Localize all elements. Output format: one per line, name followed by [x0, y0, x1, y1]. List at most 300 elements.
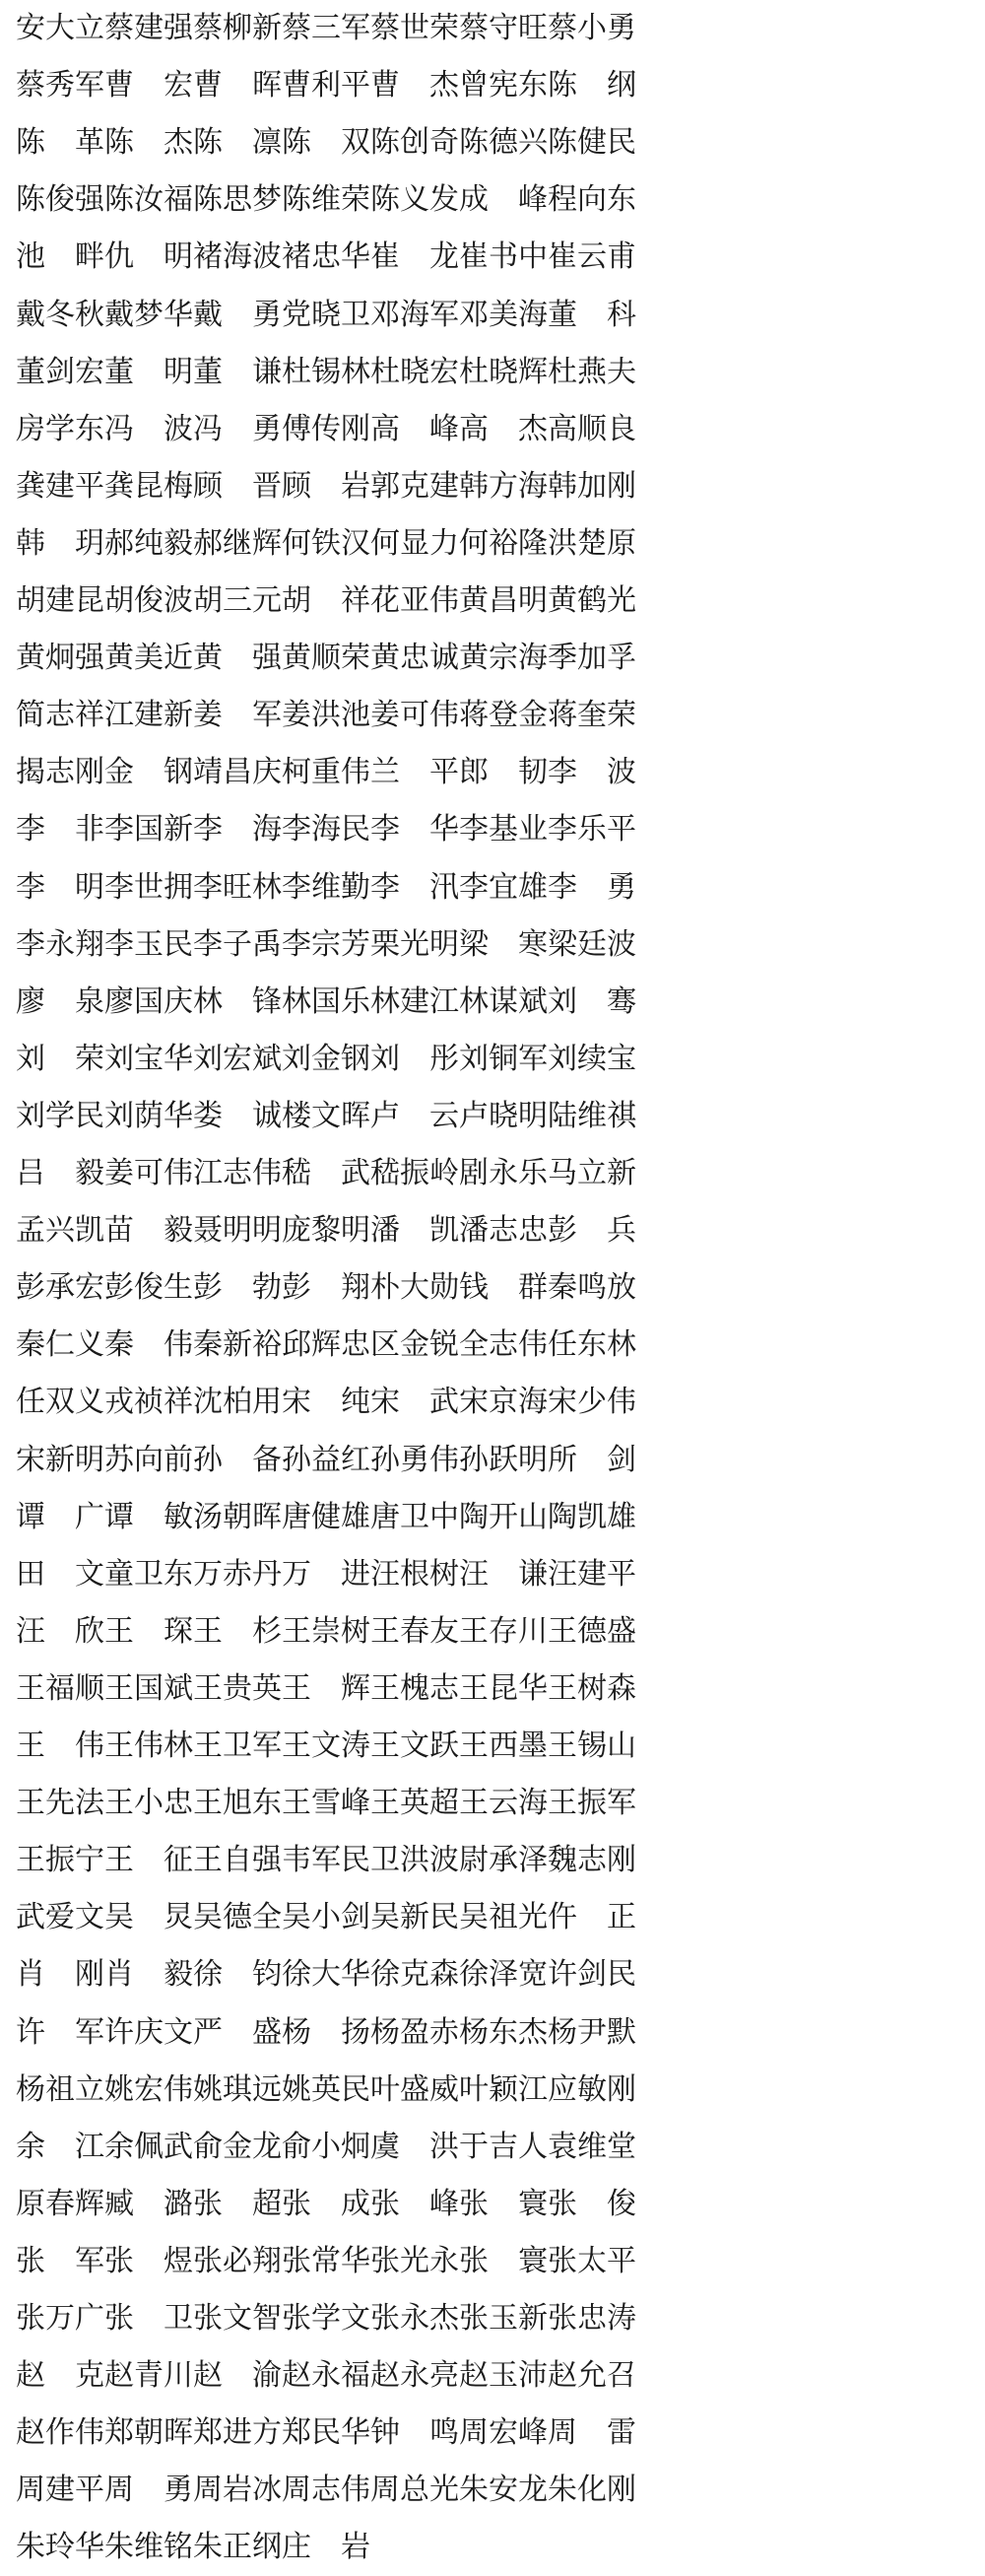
name-cell: 揭 志 刚: [16, 755, 104, 790]
name-cell: 陈 杰: [104, 125, 193, 161]
name-cell: 姚 琪 远: [193, 2071, 282, 2107]
name-cell: 周 雷: [548, 2415, 636, 2451]
name-cell: 李 明: [16, 869, 104, 905]
name-cell: 董 谦: [193, 354, 282, 389]
name-cell: 徐 克 森: [370, 1957, 459, 1993]
name-cell: 苗 毅: [104, 1213, 193, 1249]
name-cell: 李 子 禹: [193, 926, 282, 962]
name-row: [0, 2519, 985, 2576]
name-cell: 梁 廷 波: [548, 926, 636, 962]
name-cell: 叶 颖 江: [459, 2071, 548, 2107]
name-cell: 汪 根 树: [370, 1556, 459, 1592]
name-cell: 池 畔: [16, 239, 104, 275]
name-row: [0, 344, 985, 401]
name-cell: 谭 广: [16, 1499, 104, 1534]
name-cell: 龚 昆 梅: [104, 468, 193, 504]
name-cell: 傅 传 刚: [282, 411, 370, 446]
name-row: [0, 630, 985, 687]
name-cell: 杨 祖 立: [16, 2071, 104, 2107]
name-cell: 俞 金 龙: [193, 2129, 282, 2164]
name-cell: 张 永 杰: [370, 2301, 459, 2336]
name-cell: 李 海: [193, 812, 282, 847]
name-cell: 王 春 友: [370, 1613, 459, 1649]
name-row: [0, 0, 985, 57]
name-row: [0, 1374, 985, 1431]
name-cell: 兰 平: [370, 755, 459, 790]
name-cell: 刘 荫 华: [104, 1098, 193, 1133]
name-cell: 卢 云: [370, 1098, 459, 1133]
name-cell: 尉 承 泽: [459, 1843, 548, 1878]
name-cell: 刘 骞: [548, 983, 636, 1019]
name-cell: 王 昆 华: [459, 1670, 548, 1706]
name-cell: 田 文: [16, 1556, 104, 1592]
name-cell: 董 科: [548, 297, 636, 332]
name-cell: 李 玉 民: [104, 926, 193, 962]
name-row: [0, 744, 985, 801]
name-cell: 褚 忠 华: [282, 239, 370, 275]
name-cell: 万 进: [282, 1556, 370, 1592]
name-cell: 李 汛: [370, 869, 459, 905]
name-cell: 苏 向 前: [104, 1442, 193, 1477]
name-row: [0, 1088, 985, 1145]
name-cell: 杜 燕 夫: [548, 354, 636, 389]
name-cell: 王 琛: [104, 1613, 193, 1649]
name-cell: 吴 祖 光: [459, 1900, 548, 1935]
name-cell: 郑 民 华: [282, 2415, 370, 2451]
name-cell: 党 晓 卫: [282, 297, 370, 332]
name-cell: 靖 昌 庆: [193, 755, 282, 790]
name-cell: 许 军: [16, 2014, 104, 2050]
name-cell: 王 辉: [282, 1670, 370, 1706]
name-cell: 唐 卫 中: [370, 1499, 459, 1534]
name-cell: 洪 楚 原: [548, 525, 636, 561]
name-cell: 叶 盛 威: [370, 2071, 459, 2107]
name-cell: 赵 永 亮: [370, 2358, 459, 2394]
name-cell: 张 太 平: [548, 2243, 636, 2278]
name-cell: 廖 泉: [16, 983, 104, 1019]
name-cell: 陈 义 发: [370, 182, 459, 218]
name-cell: 郝 纯 毅: [104, 525, 193, 561]
name-cell: 李 旺 林: [193, 869, 282, 905]
name-cell: 黄 顺 荣: [282, 641, 370, 676]
name-cell: 刘 彤: [370, 1041, 459, 1076]
name-cell: 金 钢: [104, 755, 193, 790]
name-row: [0, 2405, 985, 2462]
name-cell: 赵 作 伟: [16, 2415, 104, 2451]
name-cell: 朱 玲 华: [16, 2530, 104, 2565]
name-cell: 林 建 江: [370, 983, 459, 1019]
name-cell: 王 伟 林: [104, 1729, 193, 1763]
name-cell: 栗 光 明: [370, 926, 459, 962]
name-cell: 陈 汝 福: [104, 182, 193, 218]
name-row: [0, 1031, 985, 1088]
name-row: [0, 1946, 985, 2003]
name-cell: 简 志 祥: [16, 698, 104, 733]
name-cell: 张 学 文: [282, 2301, 370, 2336]
name-cell: 许 庆 文: [104, 2014, 193, 2050]
name-cell: 韩 加 刚: [548, 468, 636, 504]
name-cell: 余 江: [16, 2129, 104, 2164]
name-cell: 谭 敏: [104, 1499, 193, 1534]
name-cell: 林 锋: [193, 983, 282, 1019]
name-cell: 王 德 盛: [548, 1613, 636, 1649]
name-cell: 王 槐 志: [370, 1670, 459, 1706]
name-cell: 卢 晓 明: [459, 1098, 548, 1133]
name-cell: 韩 方 海: [459, 468, 548, 504]
name-cell: 王 福 顺: [16, 1670, 104, 1706]
name-row: [0, 57, 985, 114]
name-cell: 陈 德 兴: [459, 125, 548, 161]
name-cell: 张 光 永: [370, 2243, 459, 2278]
name-row: [0, 1489, 985, 1546]
name-cell: 邓 美 海: [459, 297, 548, 332]
name-cell: 柯 重 伟: [282, 755, 370, 790]
name-cell: 周 岩 冰: [193, 2473, 282, 2508]
name-cell: 楼 文 晖: [282, 1098, 370, 1133]
name-cell: 高 顺 良: [548, 411, 636, 446]
name-cell: 黄 炯 强: [16, 641, 104, 676]
name-cell: 武 爱 文: [16, 1900, 104, 1935]
name-cell: 应 敏 刚: [548, 2071, 636, 2107]
name-cell: 徐 泽 宽: [459, 1957, 548, 1993]
name-row: [0, 229, 985, 286]
name-cell: 张 常 华: [282, 2243, 370, 2278]
name-cell: 顾 晋: [193, 468, 282, 504]
name-cell: 周 宏 峰: [459, 2415, 548, 2451]
name-cell: 区 金 锐: [370, 1327, 459, 1363]
name-cell: 冯 勇: [193, 411, 282, 446]
name-cell: 戎 祯 祥: [104, 1385, 193, 1420]
name-cell: 戴 冬 秋: [16, 297, 104, 332]
name-cell: 冯 波: [104, 411, 193, 446]
name-cell: 韦 军 民: [282, 1843, 370, 1878]
name-cell: 李 宗 芳: [282, 926, 370, 962]
name-cell: 陈 俊 强: [16, 182, 104, 218]
name-cell: 姜 可 伟: [104, 1156, 193, 1190]
name-cell: 姚 宏 伟: [104, 2071, 193, 2107]
name-cell: 黄 昌 明: [459, 583, 548, 618]
name-cell: 李 波: [548, 755, 636, 790]
name-cell: 张 峰: [370, 2186, 459, 2221]
name-cell: 李 永 翔: [16, 926, 104, 962]
name-row: [0, 687, 985, 744]
name-cell: 宋 京 海: [459, 1385, 548, 1420]
name-cell: 宋 少 伟: [548, 1385, 636, 1420]
name-cell: 崔 龙: [370, 239, 459, 275]
name-cell: 杨 东 杰: [459, 2014, 548, 2050]
name-cell: 杜 晓 辉: [459, 354, 548, 389]
name-cell: 陶 凯 雄: [548, 1499, 636, 1534]
name-cell: 朱 维 铭: [104, 2530, 193, 2565]
name-cell: 李 勇: [548, 869, 636, 905]
name-cell: 陈 革: [16, 125, 104, 161]
name-cell: 蔡 秀 军: [16, 68, 104, 103]
name-cell: 王 雪 峰: [282, 1786, 370, 1821]
name-row: [0, 171, 985, 229]
name-cell: 王 文 涛: [282, 1729, 370, 1763]
name-cell: 秦 新 裕: [193, 1327, 282, 1363]
name-cell: 郭 克 建: [370, 468, 459, 504]
name-cell: 孟 兴 凯: [16, 1213, 104, 1249]
name-cell: 朴 大 勋: [370, 1270, 459, 1306]
name-cell: 林 谋 斌: [459, 983, 548, 1019]
name-row: [0, 1317, 985, 1374]
name-cell: 陈 纲: [548, 68, 636, 103]
name-cell: 曹 晖: [193, 68, 282, 103]
name-cell: 童 卫 东: [104, 1556, 193, 1592]
name-cell: 潘 志 忠: [459, 1213, 548, 1249]
name-cell: 赵 允 召: [548, 2358, 636, 2394]
name-cell: 吴 小 剑: [282, 1900, 370, 1935]
name-cell: 汪 建 平: [548, 1556, 636, 1592]
name-cell: 季 加 孚: [548, 641, 636, 676]
name-cell: 周 建 平: [16, 2473, 104, 2508]
name-cell: 王 旭 东: [193, 1786, 282, 1821]
name-cell: 庞 黎 明: [282, 1213, 370, 1249]
name-cell: 王 杉: [193, 1613, 282, 1649]
name-cell: 廖 国 庆: [104, 983, 193, 1019]
name-row: [0, 573, 985, 630]
name-cell: 吴 德 全: [193, 1900, 282, 1935]
name-cell: 王 振 宁: [16, 1843, 104, 1878]
name-cell: 王 存 川: [459, 1613, 548, 1649]
name-cell: 安 大 立: [16, 11, 104, 45]
name-cell: 彭 翔: [282, 1270, 370, 1306]
name-row: [0, 1832, 985, 1889]
name-cell: 李 华: [370, 812, 459, 847]
name-cell: 林 国 乐: [282, 983, 370, 1019]
name-cell: 秦 鸣 放: [548, 1270, 636, 1306]
name-cell: 王 西 墨: [459, 1729, 548, 1763]
name-cell: 蔡 世 荣: [370, 11, 459, 45]
name-cell: 所 剑: [548, 1442, 636, 1477]
name-cell: 陈 凛: [193, 125, 282, 161]
name-cell: 董 剑 宏: [16, 354, 104, 389]
name-cell: 孙 益 红: [282, 1442, 370, 1477]
name-row: [0, 974, 985, 1031]
name-cell: 崔 书 中: [459, 239, 548, 275]
name-cell: 刘 宏 斌: [193, 1041, 282, 1076]
name-cell: 郑 朝 晖: [104, 2415, 193, 2451]
name-cell: 赵 克: [16, 2358, 104, 2394]
name-cell: 蔡 建 强: [104, 11, 193, 45]
name-cell: 姚 英 民: [282, 2071, 370, 2107]
name-cell: 刘 金 钢: [282, 1041, 370, 1076]
name-cell: 蒋 奎 荣: [548, 698, 636, 733]
name-cell: 杨 扬: [282, 2014, 370, 2050]
name-cell: 彭 承 宏: [16, 1270, 104, 1306]
name-cell: 赵 永 福: [282, 2358, 370, 2394]
name-cell: 黄 忠 诚: [370, 641, 459, 676]
name-cell: 成 峰: [459, 182, 548, 218]
name-cell: 陶 开 山: [459, 1499, 548, 1534]
name-cell: 李 维 勤: [282, 869, 370, 905]
name-cell: 王 征: [104, 1843, 193, 1878]
name-cell: 张 成: [282, 2186, 370, 2221]
name-cell: 曹 宏: [104, 68, 193, 103]
name-cell: 吴 新 民: [370, 1900, 459, 1935]
name-cell: 江 建 新: [104, 698, 193, 733]
name-row: [0, 1259, 985, 1317]
name-row: [0, 1661, 985, 1718]
name-cell: 胡 祥: [282, 583, 370, 618]
name-cell: 蔡 柳 新: [193, 11, 282, 45]
name-cell: 任 双 义: [16, 1385, 104, 1420]
name-cell: 张 军: [16, 2243, 104, 2278]
name-cell: 陆 维 祺: [548, 1098, 636, 1133]
name-cell: 李 基 业: [459, 812, 548, 847]
name-row: [0, 1718, 985, 1775]
name-cell: 秦 仁 义: [16, 1327, 104, 1363]
name-cell: 龚 建 平: [16, 468, 104, 504]
name-cell: 杨 盈 赤: [370, 2014, 459, 2050]
name-cell: 蔡 守 旺: [459, 11, 548, 45]
name-row: [0, 1432, 985, 1489]
name-cell: 王 先 法: [16, 1786, 104, 1821]
name-cell: 仇 明: [104, 239, 193, 275]
name-cell: 高 峰: [370, 411, 459, 446]
name-row: [0, 2176, 985, 2233]
name-cell: 王 卫 军: [193, 1729, 282, 1763]
name-row: [0, 114, 985, 171]
name-cell: 彭 兵: [548, 1213, 636, 1249]
name-cell: 刘 续 宝: [548, 1041, 636, 1076]
name-row: [0, 401, 985, 458]
name-cell: 房 学 东: [16, 411, 104, 446]
name-cell: 王 自 强: [193, 1843, 282, 1878]
name-cell: 刘 铜 军: [459, 1041, 548, 1076]
name-cell: 李 世 拥: [104, 869, 193, 905]
name-cell: 张 玉 新: [459, 2301, 548, 2336]
name-cell: 刘 学 民: [16, 1098, 104, 1133]
name-cell: 沈 柏 用: [193, 1385, 282, 1420]
name-cell: 胡 俊 波: [104, 583, 193, 618]
name-cell: 徐 钧: [193, 1957, 282, 1993]
name-cell: 曾 宪 东: [459, 68, 548, 103]
name-cell: 戴 勇: [193, 297, 282, 332]
name-cell: 孙 勇 伟: [370, 1442, 459, 1477]
name-cell: 郑 进 方: [193, 2415, 282, 2451]
name-cell: 陈 思 梦: [193, 182, 282, 218]
name-cell: 张 寰: [459, 2186, 548, 2221]
name-cell: 王 伟: [16, 1729, 104, 1763]
name-cell: 刘 荣: [16, 1041, 104, 1076]
name-cell: 俞 小 炯: [282, 2129, 370, 2164]
name-cell: 江 志 伟: [193, 1156, 282, 1190]
name-row: [0, 458, 985, 515]
name-cell: 韩 玥: [16, 525, 104, 561]
name-row: [0, 1889, 985, 1946]
name-cell: 王 锡 山: [548, 1729, 636, 1763]
name-cell: 蔡 三 军: [282, 11, 370, 45]
name-cell: 王 树 森: [548, 1670, 636, 1706]
name-cell: 王 国 斌: [104, 1670, 193, 1706]
name-cell: 张 煜: [104, 2243, 193, 2278]
name-cell: 程 向 东: [548, 182, 636, 218]
name-cell: 余 佩 武: [104, 2129, 193, 2164]
name-cell: 刘 宝 华: [104, 1041, 193, 1076]
name-row: [0, 2462, 985, 2519]
name-cell: 杜 晓 宏: [370, 354, 459, 389]
name-cell: 周 总 光: [370, 2473, 459, 2508]
name-cell: 蔡 小 勇: [548, 11, 636, 45]
name-cell: 何 裕 隆: [459, 525, 548, 561]
name-cell: 杜 锡 林: [282, 354, 370, 389]
name-cell: 钱 群: [459, 1270, 548, 1306]
name-cell: 朱 安 龙: [459, 2473, 548, 2508]
name-cell: 唐 健 雄: [282, 1499, 370, 1534]
name-cell: 姜 军: [193, 698, 282, 733]
name-row: [0, 1546, 985, 1603]
name-row: [0, 1775, 985, 1832]
name-cell: 肖 刚: [16, 1957, 104, 1993]
name-cell: 黄 美 近: [104, 641, 193, 676]
name-cell: 庄 岩: [282, 2530, 370, 2565]
name-cell: 徐 大 华: [282, 1957, 370, 1993]
name-cell: 张 文 智: [193, 2301, 282, 2336]
name-cell: 仵 正: [548, 1900, 636, 1935]
name-cell: 袁 维 堂: [548, 2129, 636, 2164]
name-cell: 郝 继 辉: [193, 525, 282, 561]
name-cell: 全 志 伟: [459, 1327, 548, 1363]
name-cell: 曹 利 平: [282, 68, 370, 103]
name-cell: 赵 渝: [193, 2358, 282, 2394]
name-cell: 汪 谦: [459, 1556, 548, 1592]
name-cell: 姜 可 伟: [370, 698, 459, 733]
name-cell: 李 乐 平: [548, 812, 636, 847]
name-row: [0, 2347, 985, 2405]
name-cell: 万 赤 丹: [193, 1556, 282, 1592]
name-cell: 曹 杰: [370, 68, 459, 103]
name-cell: 许 剑 民: [548, 1957, 636, 1993]
name-cell: 张 忠 涛: [548, 2301, 636, 2336]
name-cell: 郎 韧: [459, 755, 548, 790]
name-cell: 朱 化 刚: [548, 2473, 636, 2508]
name-cell: 孙 跃 明: [459, 1442, 548, 1477]
name-cell: 姜 洪 池: [282, 698, 370, 733]
name-cell: 梁 寒: [459, 926, 548, 962]
name-cell: 周 志 伟: [282, 2473, 370, 2508]
name-cell: 李 宜 雄: [459, 869, 548, 905]
name-cell: 虞 洪: [370, 2129, 459, 2164]
name-cell: 魏 志 刚: [548, 1843, 636, 1878]
name-cell: 臧 潞: [104, 2186, 193, 2221]
name-cell: 宋 武: [370, 1385, 459, 1420]
name-cell: 宋 纯: [282, 1385, 370, 1420]
name-cell: 何 铁 汉: [282, 525, 370, 561]
name-cell: 陈 创 奇: [370, 125, 459, 161]
name-cell: 王 振 军: [548, 1786, 636, 1821]
name-cell: 张 必 翔: [193, 2243, 282, 2278]
name-cell: 陈 维 荣: [282, 182, 370, 218]
name-cell: 董 明: [104, 354, 193, 389]
name-cell: 嵇 振 岭: [370, 1156, 459, 1190]
name-row: [0, 859, 985, 916]
name-cell: 王 小 忠: [104, 1786, 193, 1821]
name-cell: 赵 玉 沛: [459, 2358, 548, 2394]
name-cell: 王 崇 树: [282, 1613, 370, 1649]
name-cell: 杨 尹 默: [548, 2014, 636, 2050]
name-cell: 王 云 海: [459, 1786, 548, 1821]
name-row: [0, 1145, 985, 1202]
name-cell: 花 亚 伟: [370, 583, 459, 618]
name-cell: 孙 备: [193, 1442, 282, 1477]
name-cell: 张 万 广: [16, 2301, 104, 2336]
name-cell: 李 海 民: [282, 812, 370, 847]
name-cell: 高 杰: [459, 411, 548, 446]
name-cell: 吕 毅: [16, 1156, 104, 1190]
name-cell: 吴 炅: [104, 1900, 193, 1935]
